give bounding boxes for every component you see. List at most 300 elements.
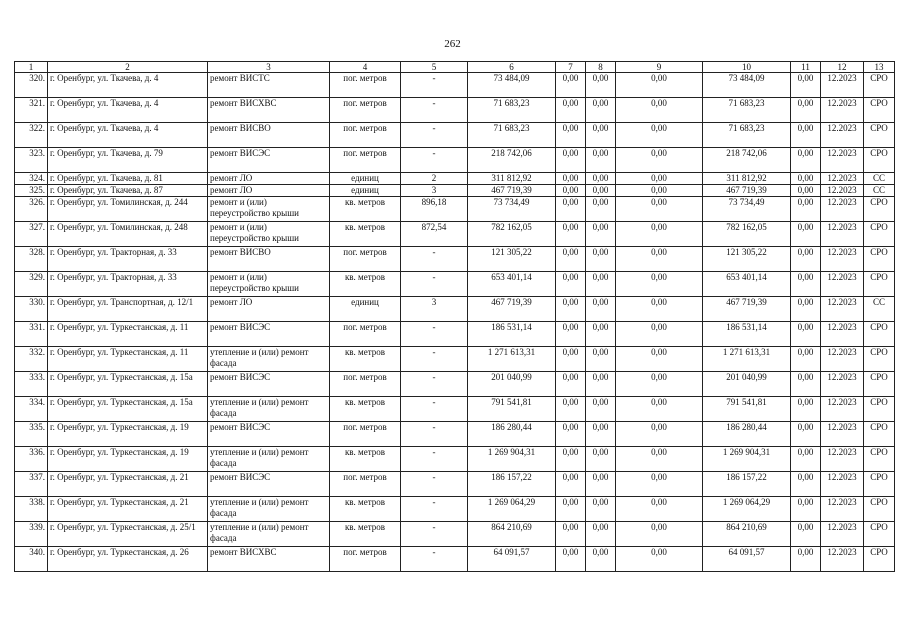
unit-cell: единиц: [330, 297, 401, 322]
cost-cell: 0,00: [556, 222, 586, 247]
unit-cell: кв. метров: [330, 222, 401, 247]
owner-funds-cell: 311 812,92: [703, 173, 791, 185]
cost-cell: 0,00: [586, 73, 616, 98]
cost-cell: 0,00: [616, 173, 703, 185]
work-type-cell: ремонт и (или) переустройство крыши: [208, 197, 330, 222]
col-header: 10: [703, 62, 791, 73]
cost-cell: 0,00: [586, 497, 616, 522]
quantity-cell: -: [401, 98, 468, 123]
cost-cell: 0,00: [791, 197, 821, 222]
quantity-cell: -: [401, 247, 468, 272]
cost-cell: 0,00: [616, 185, 703, 197]
cost-cell: 0,00: [616, 372, 703, 397]
method-cell: СРО: [864, 497, 895, 522]
method-cell: СРО: [864, 547, 895, 572]
unit-cell: пог. метров: [330, 472, 401, 497]
cost-cell: 0,00: [586, 222, 616, 247]
work-type-cell: ремонт ВИСЭС: [208, 322, 330, 347]
table-row: [15, 522, 895, 547]
cost-cell: 0,00: [791, 173, 821, 185]
cost-cell: 0,00: [556, 185, 586, 197]
col-header: 5: [401, 62, 468, 73]
total-cost-cell: 782 162,05: [468, 222, 556, 247]
cost-cell: 0,00: [616, 123, 703, 148]
work-type-cell: ремонт ВИСЭС: [208, 372, 330, 397]
owner-funds-cell: 653 401,14: [703, 272, 791, 297]
work-type-cell: ремонт ВИСХВС: [208, 98, 330, 123]
cost-cell: 0,00: [556, 197, 586, 222]
address-cell: г. Оренбург, ул. Транспортная, д. 12/1: [48, 297, 208, 322]
quantity-cell: -: [401, 447, 468, 472]
cost-cell: 0,00: [616, 347, 703, 372]
method-cell: СРО: [864, 148, 895, 173]
work-type-cell: ремонт ВИСТС: [208, 73, 330, 98]
quantity-cell: -: [401, 148, 468, 173]
total-cost-cell: 186 280,44: [468, 422, 556, 447]
row-number: 325.: [15, 185, 48, 197]
cost-cell: 0,00: [616, 447, 703, 472]
cost-cell: 0,00: [791, 547, 821, 572]
total-cost-cell: 864 210,69: [468, 522, 556, 547]
total-cost-cell: 64 091,57: [468, 547, 556, 572]
cost-cell: 0,00: [616, 397, 703, 422]
cost-cell: 0,00: [556, 73, 586, 98]
col-header: 13: [864, 62, 895, 73]
cost-cell: 0,00: [556, 98, 586, 123]
cost-cell: 0,00: [586, 322, 616, 347]
quantity-cell: -: [401, 422, 468, 447]
cost-cell: 0,00: [791, 222, 821, 247]
row-number: 333.: [15, 372, 48, 397]
unit-cell: кв. метров: [330, 197, 401, 222]
unit-cell: кв. метров: [330, 447, 401, 472]
cost-cell: 0,00: [556, 372, 586, 397]
method-cell: СРО: [864, 372, 895, 397]
work-type-cell: утепление и (или) ремонт фасада: [208, 397, 330, 422]
unit-cell: кв. метров: [330, 272, 401, 297]
method-cell: СРО: [864, 222, 895, 247]
owner-funds-cell: 864 210,69: [703, 522, 791, 547]
cost-cell: 0,00: [616, 322, 703, 347]
row-number: 328.: [15, 247, 48, 272]
quantity-cell: -: [401, 547, 468, 572]
owner-funds-cell: 201 040,99: [703, 372, 791, 397]
col-header: 1: [15, 62, 48, 73]
cost-cell: 0,00: [586, 397, 616, 422]
cost-cell: 0,00: [791, 472, 821, 497]
table-row: [15, 397, 895, 422]
total-cost-cell: 467 719,39: [468, 297, 556, 322]
owner-funds-cell: 218 742,06: [703, 148, 791, 173]
total-cost-cell: 1 269 064,29: [468, 497, 556, 522]
quantity-cell: -: [401, 397, 468, 422]
owner-funds-cell: 186 280,44: [703, 422, 791, 447]
method-cell: СРО: [864, 447, 895, 472]
method-cell: СС: [864, 185, 895, 197]
cost-cell: 0,00: [791, 185, 821, 197]
owner-funds-cell: 1 271 613,31: [703, 347, 791, 372]
total-cost-cell: 311 812,92: [468, 173, 556, 185]
cost-cell: 0,00: [791, 422, 821, 447]
unit-cell: пог. метров: [330, 247, 401, 272]
deadline-cell: 12.2023: [821, 222, 864, 247]
quantity-cell: 3: [401, 185, 468, 197]
cost-cell: 0,00: [616, 272, 703, 297]
cost-cell: 0,00: [586, 422, 616, 447]
row-number: 336.: [15, 447, 48, 472]
cost-cell: 0,00: [616, 73, 703, 98]
cost-cell: 0,00: [791, 347, 821, 372]
address-cell: г. Оренбург, ул. Туркестанская, д. 21: [48, 472, 208, 497]
cost-cell: 0,00: [586, 247, 616, 272]
work-type-cell: ремонт и (или) переустройство крыши: [208, 222, 330, 247]
row-number: 330.: [15, 297, 48, 322]
cost-cell: 0,00: [586, 185, 616, 197]
total-cost-cell: 1 269 904,31: [468, 447, 556, 472]
deadline-cell: 12.2023: [821, 173, 864, 185]
total-cost-cell: 467 719,39: [468, 185, 556, 197]
quantity-cell: -: [401, 347, 468, 372]
total-cost-cell: 653 401,14: [468, 272, 556, 297]
unit-cell: пог. метров: [330, 98, 401, 123]
row-number: 320.: [15, 73, 48, 98]
row-number: 323.: [15, 148, 48, 173]
row-number: 327.: [15, 222, 48, 247]
cost-cell: 0,00: [556, 447, 586, 472]
method-cell: СРО: [864, 397, 895, 422]
cost-cell: 0,00: [556, 522, 586, 547]
owner-funds-cell: 73 484,09: [703, 73, 791, 98]
unit-cell: кв. метров: [330, 347, 401, 372]
quantity-cell: -: [401, 372, 468, 397]
work-type-cell: ремонт ВИСЭС: [208, 422, 330, 447]
total-cost-cell: 218 742,06: [468, 148, 556, 173]
cost-cell: 0,00: [556, 547, 586, 572]
work-type-cell: ремонт ЛО: [208, 297, 330, 322]
work-type-cell: ремонт ВИСЭС: [208, 148, 330, 173]
method-cell: СРО: [864, 197, 895, 222]
quantity-cell: 3: [401, 297, 468, 322]
unit-cell: пог. метров: [330, 73, 401, 98]
address-cell: г. Оренбург, ул. Тракторная, д. 33: [48, 247, 208, 272]
table-row: [15, 185, 895, 197]
row-number: 340.: [15, 547, 48, 572]
method-cell: СРО: [864, 522, 895, 547]
cost-cell: 0,00: [586, 297, 616, 322]
cost-cell: 0,00: [791, 497, 821, 522]
total-cost-cell: 71 683,23: [468, 123, 556, 148]
row-number: 329.: [15, 272, 48, 297]
owner-funds-cell: 121 305,22: [703, 247, 791, 272]
table-row: [15, 148, 895, 173]
address-cell: г. Оренбург, ул. Ткачева, д. 79: [48, 148, 208, 173]
col-header: 12: [821, 62, 864, 73]
table-row: [15, 272, 895, 297]
cost-cell: 0,00: [616, 98, 703, 123]
address-cell: г. Оренбург, ул. Туркестанская, д. 15а: [48, 397, 208, 422]
cost-cell: 0,00: [791, 397, 821, 422]
cost-cell: 0,00: [791, 522, 821, 547]
deadline-cell: 12.2023: [821, 297, 864, 322]
unit-cell: пог. метров: [330, 547, 401, 572]
cost-cell: 0,00: [616, 247, 703, 272]
cost-cell: 0,00: [616, 222, 703, 247]
cost-cell: 0,00: [791, 73, 821, 98]
unit-cell: пог. метров: [330, 322, 401, 347]
cost-cell: 0,00: [586, 347, 616, 372]
cost-cell: 0,00: [616, 522, 703, 547]
unit-cell: пог. метров: [330, 148, 401, 173]
table-row: [15, 173, 895, 185]
row-number: 324.: [15, 173, 48, 185]
total-cost-cell: 186 157,22: [468, 472, 556, 497]
row-number: 335.: [15, 422, 48, 447]
owner-funds-cell: 64 091,57: [703, 547, 791, 572]
deadline-cell: 12.2023: [821, 272, 864, 297]
owner-funds-cell: 1 269 904,31: [703, 447, 791, 472]
col-header: 4: [330, 62, 401, 73]
method-cell: СРО: [864, 247, 895, 272]
owner-funds-cell: 791 541,81: [703, 397, 791, 422]
cost-cell: 0,00: [586, 372, 616, 397]
quantity-cell: -: [401, 522, 468, 547]
cost-cell: 0,00: [616, 497, 703, 522]
row-number: 339.: [15, 522, 48, 547]
quantity-cell: -: [401, 472, 468, 497]
deadline-cell: 12.2023: [821, 247, 864, 272]
col-header: 8: [586, 62, 616, 73]
unit-cell: кв. метров: [330, 397, 401, 422]
work-type-cell: ремонт ВИСЭС: [208, 472, 330, 497]
quantity-cell: -: [401, 73, 468, 98]
work-type-cell: ремонт ЛО: [208, 173, 330, 185]
owner-funds-cell: 467 719,39: [703, 297, 791, 322]
cost-cell: 0,00: [556, 422, 586, 447]
method-cell: СРО: [864, 422, 895, 447]
quantity-cell: 2: [401, 173, 468, 185]
unit-cell: единиц: [330, 173, 401, 185]
address-cell: г. Оренбург, ул. Тракторная, д. 33: [48, 272, 208, 297]
cost-cell: 0,00: [586, 472, 616, 497]
address-cell: г. Оренбург, ул. Туркестанская, д. 11: [48, 322, 208, 347]
unit-cell: единиц: [330, 185, 401, 197]
unit-cell: пог. метров: [330, 123, 401, 148]
cost-cell: 0,00: [556, 148, 586, 173]
col-header: 2: [48, 62, 208, 73]
cost-cell: 0,00: [556, 322, 586, 347]
row-number: 326.: [15, 197, 48, 222]
table-row: [15, 497, 895, 522]
cost-cell: 0,00: [586, 148, 616, 173]
address-cell: г. Оренбург, ул. Ткачева, д. 4: [48, 73, 208, 98]
quantity-cell: 872,54: [401, 222, 468, 247]
cost-cell: 0,00: [556, 347, 586, 372]
total-cost-cell: 201 040,99: [468, 372, 556, 397]
address-cell: г. Оренбург, ул. Туркестанская, д. 25/1: [48, 522, 208, 547]
deadline-cell: 12.2023: [821, 422, 864, 447]
row-number: 337.: [15, 472, 48, 497]
deadline-cell: 12.2023: [821, 372, 864, 397]
cost-cell: 0,00: [616, 197, 703, 222]
cost-cell: 0,00: [616, 422, 703, 447]
table-row: [15, 422, 895, 447]
work-type-cell: утепление и (или) ремонт фасада: [208, 497, 330, 522]
address-cell: г. Оренбург, ул. Ткачева, д. 4: [48, 98, 208, 123]
row-number: 334.: [15, 397, 48, 422]
row-number: 332.: [15, 347, 48, 372]
deadline-cell: 12.2023: [821, 547, 864, 572]
cost-cell: 0,00: [586, 98, 616, 123]
cost-cell: 0,00: [556, 472, 586, 497]
deadline-cell: 12.2023: [821, 73, 864, 98]
total-cost-cell: 71 683,23: [468, 98, 556, 123]
work-type-cell: утепление и (или) ремонт фасада: [208, 522, 330, 547]
unit-cell: кв. метров: [330, 497, 401, 522]
cost-cell: 0,00: [556, 497, 586, 522]
unit-cell: кв. метров: [330, 522, 401, 547]
table-row: [15, 322, 895, 347]
owner-funds-cell: 71 683,23: [703, 98, 791, 123]
table-row: [15, 222, 895, 247]
table-row: [15, 197, 895, 222]
cost-cell: 0,00: [556, 247, 586, 272]
deadline-cell: 12.2023: [821, 197, 864, 222]
row-number: 322.: [15, 123, 48, 148]
method-cell: СРО: [864, 98, 895, 123]
col-header: 6: [468, 62, 556, 73]
total-cost-cell: 121 305,22: [468, 247, 556, 272]
table-row: [15, 123, 895, 148]
work-type-cell: утепление и (или) ремонт фасада: [208, 447, 330, 472]
address-cell: г. Оренбург, ул. Туркестанская, д. 21: [48, 497, 208, 522]
total-cost-cell: 186 531,14: [468, 322, 556, 347]
cost-cell: 0,00: [791, 322, 821, 347]
page-number: 262: [444, 38, 461, 50]
owner-funds-cell: 186 157,22: [703, 472, 791, 497]
address-cell: г. Оренбург, ул. Ткачева, д. 4: [48, 123, 208, 148]
col-header: 3: [208, 62, 330, 73]
quantity-cell: -: [401, 272, 468, 297]
cost-cell: 0,00: [616, 547, 703, 572]
quantity-cell: 896,18: [401, 197, 468, 222]
total-cost-cell: 791 541,81: [468, 397, 556, 422]
row-number: 338.: [15, 497, 48, 522]
work-type-cell: ремонт ЛО: [208, 185, 330, 197]
deadline-cell: 12.2023: [821, 397, 864, 422]
owner-funds-cell: 73 734,49: [703, 197, 791, 222]
method-cell: СРО: [864, 347, 895, 372]
work-type-cell: утепление и (или) ремонт фасада: [208, 347, 330, 372]
deadline-cell: 12.2023: [821, 98, 864, 123]
table-row: [15, 98, 895, 123]
cost-cell: 0,00: [556, 272, 586, 297]
total-cost-cell: 1 271 613,31: [468, 347, 556, 372]
cost-cell: 0,00: [791, 447, 821, 472]
method-cell: СРО: [864, 73, 895, 98]
cost-cell: 0,00: [791, 148, 821, 173]
method-cell: СРО: [864, 472, 895, 497]
cost-cell: 0,00: [791, 272, 821, 297]
owner-funds-cell: 1 269 064,29: [703, 497, 791, 522]
quantity-cell: -: [401, 123, 468, 148]
owner-funds-cell: 782 162,05: [703, 222, 791, 247]
address-cell: г. Оренбург, ул. Туркестанская, д. 19: [48, 422, 208, 447]
cost-cell: 0,00: [556, 123, 586, 148]
address-cell: г. Оренбург, ул. Туркестанская, д. 11: [48, 347, 208, 372]
table-row: [15, 472, 895, 497]
deadline-cell: 12.2023: [821, 123, 864, 148]
deadline-cell: 12.2023: [821, 472, 864, 497]
cost-cell: 0,00: [586, 522, 616, 547]
table-row: [15, 447, 895, 472]
cost-cell: 0,00: [586, 197, 616, 222]
cost-cell: 0,00: [616, 148, 703, 173]
table-body: [15, 73, 895, 572]
cost-cell: 0,00: [586, 123, 616, 148]
address-cell: г. Оренбург, ул. Томилинская, д. 244: [48, 197, 208, 222]
capital-repair-table: [14, 61, 895, 572]
method-cell: СРО: [864, 123, 895, 148]
cost-cell: 0,00: [586, 547, 616, 572]
address-cell: г. Оренбург, ул. Туркестанская, д. 26: [48, 547, 208, 572]
cost-cell: 0,00: [791, 98, 821, 123]
unit-cell: пог. метров: [330, 422, 401, 447]
owner-funds-cell: 467 719,39: [703, 185, 791, 197]
deadline-cell: 12.2023: [821, 322, 864, 347]
cost-cell: 0,00: [791, 372, 821, 397]
address-cell: г. Оренбург, ул. Ткачева, д. 81: [48, 173, 208, 185]
work-type-cell: ремонт ВИСВО: [208, 247, 330, 272]
address-cell: г. Оренбург, ул. Туркестанская, д. 15а: [48, 372, 208, 397]
row-number: 331.: [15, 322, 48, 347]
cost-cell: 0,00: [791, 123, 821, 148]
total-cost-cell: 73 484,09: [468, 73, 556, 98]
cost-cell: 0,00: [586, 447, 616, 472]
row-number: 321.: [15, 98, 48, 123]
unit-cell: пог. метров: [330, 372, 401, 397]
deadline-cell: 12.2023: [821, 447, 864, 472]
cost-cell: 0,00: [586, 173, 616, 185]
quantity-cell: -: [401, 497, 468, 522]
total-cost-cell: 73 734,49: [468, 197, 556, 222]
deadline-cell: 12.2023: [821, 522, 864, 547]
table-row: [15, 297, 895, 322]
method-cell: СРО: [864, 272, 895, 297]
cost-cell: 0,00: [586, 272, 616, 297]
work-type-cell: ремонт и (или) переустройство крыши: [208, 272, 330, 297]
owner-funds-cell: 71 683,23: [703, 123, 791, 148]
col-header: 9: [616, 62, 703, 73]
deadline-cell: 12.2023: [821, 347, 864, 372]
method-cell: СС: [864, 297, 895, 322]
table-row: [15, 247, 895, 272]
work-type-cell: ремонт ВИСХВС: [208, 547, 330, 572]
address-cell: г. Оренбург, ул. Туркестанская, д. 19: [48, 447, 208, 472]
col-header: 7: [556, 62, 586, 73]
table-row: [15, 547, 895, 572]
cost-cell: 0,00: [791, 247, 821, 272]
deadline-cell: 12.2023: [821, 185, 864, 197]
owner-funds-cell: 186 531,14: [703, 322, 791, 347]
cost-cell: 0,00: [556, 297, 586, 322]
table-row: [15, 372, 895, 397]
cost-cell: 0,00: [616, 297, 703, 322]
cost-cell: 0,00: [556, 173, 586, 185]
work-type-cell: ремонт ВИСВО: [208, 123, 330, 148]
table-row: [15, 73, 895, 98]
cost-cell: 0,00: [616, 472, 703, 497]
address-cell: г. Оренбург, ул. Томилинская, д. 248: [48, 222, 208, 247]
